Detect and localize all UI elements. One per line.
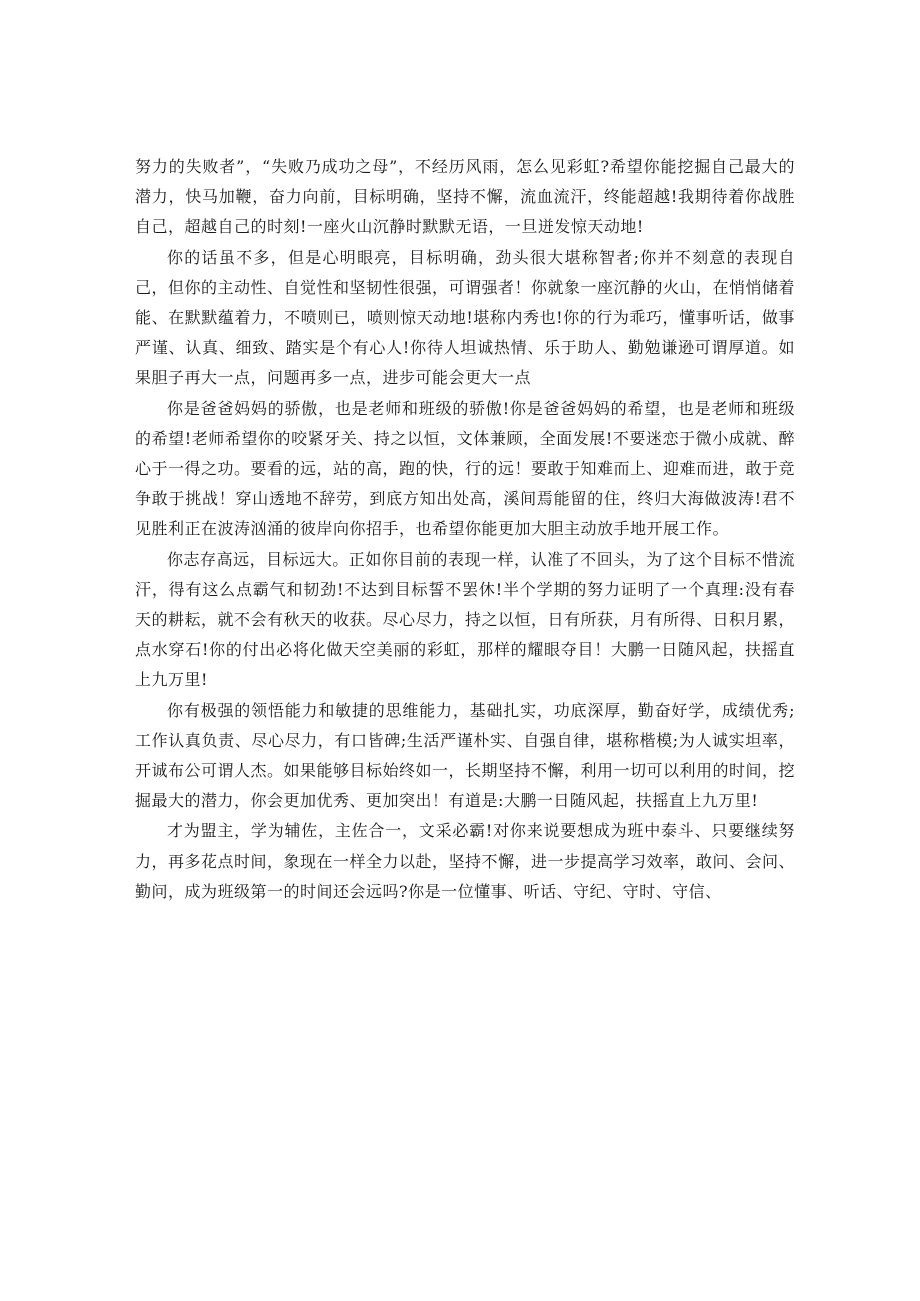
paragraph-6: 才为盟主，学为辅佐，主佐合一，文采必霸!对你来说要想成为班中泰斗、只要继续努力，再多花点时间，象现在一样全力以赴，坚持不懈，进一步提高学习效率，敢问、会问、勤问，成为班级第一的时间还会远吗?你是一位懂事、听话、守纪、守时、守信、 [135, 821, 796, 901]
document-body [135, 152, 795, 907]
paragraph-2: 你的话虽不多，但是心明眼亮，目标明确，劲头很大堪称智者;你并不刻意的表现自己，但你的主动性、自觉性和坚韧性很强，可谓强者！你就象一座沉静的火山，在悄悄储着能、在默默蕴着力，不喷则已，喷则惊天动地!堪称内秀也!你的行为乖巧，懂事听话，做事严谨、认真、细致、踏实是个有心人!你待人坦诚热情、乐于助人、勤勉谦逊可谓厚道。如果胆子再大一点，问题再多一点，进步可能会更大一点 [135, 247, 796, 388]
paragraph-4: 你志存高远，目标远大。正如你目前的表现一样，认准了不回头，为了这个目标不惜流汗，得有这么点霸气和韧劲!不达到目标誓不罢休!半个学期的努力证明了一个真理:没有春天的耕耘，就不会有秋天的收获。尽心尽力，持之以恒，日有所获，月有所得、日积月累，点水穿石!你的付出必将化做天空美丽的彩虹，那样的耀眼夺目！大鹏一日随风起，扶摇直上九万里! [135, 549, 796, 690]
paragraph-5: 你有极强的领悟能力和敏捷的思维能力，基础扎实，功底深厚，勤奋好学，成绩优秀;工作认真负责、尽心尽力，有口皆碑;生活严谨朴实、自强自律，堪称楷模;为人诚实坦率，开诚布公可谓人杰。如果能够目标始终如一，长期坚持不懈，利用一切可以利用的时间，挖掘最大的潜力，你会更加优秀、更加突出！有道是:大鹏一日随风起，扶摇直上九万里! [135, 700, 796, 811]
paragraph-3: 你是爸爸妈妈的骄傲，也是老师和班级的骄傲!你是爸爸妈妈的希望，也是老师和班级的希望!老师希望你的咬紧牙关、持之以恒，文体兼顾，全面发展!不要迷恋于微小成就、醉心于一得之功。要看的远，站的高，跑的快，行的远！要敢于知难而上、迎难而进，敢于竞争敢于挑战！穿山透地不辞劳，到底方知出处高，溪间焉能留的住，终归大海做波涛!君不见胜利正在波涛汹涌的彼岸向你招手，也希望你能更加大胆主动放手地开展工作。 [135, 398, 796, 539]
paragraph-1: 努力的失败者”，“失败乃成功之母”，不经历风雨，怎么见彩虹?希望你能挖掘自己最大的潜力，快马加鞭，奋力向前，目标明确，坚持不懈，流血流汗，终能超越!我期待着你战胜自己，超越自己的时刻!一座火山沉静时默默无语，一旦迸发惊天动地! [135, 157, 795, 237]
